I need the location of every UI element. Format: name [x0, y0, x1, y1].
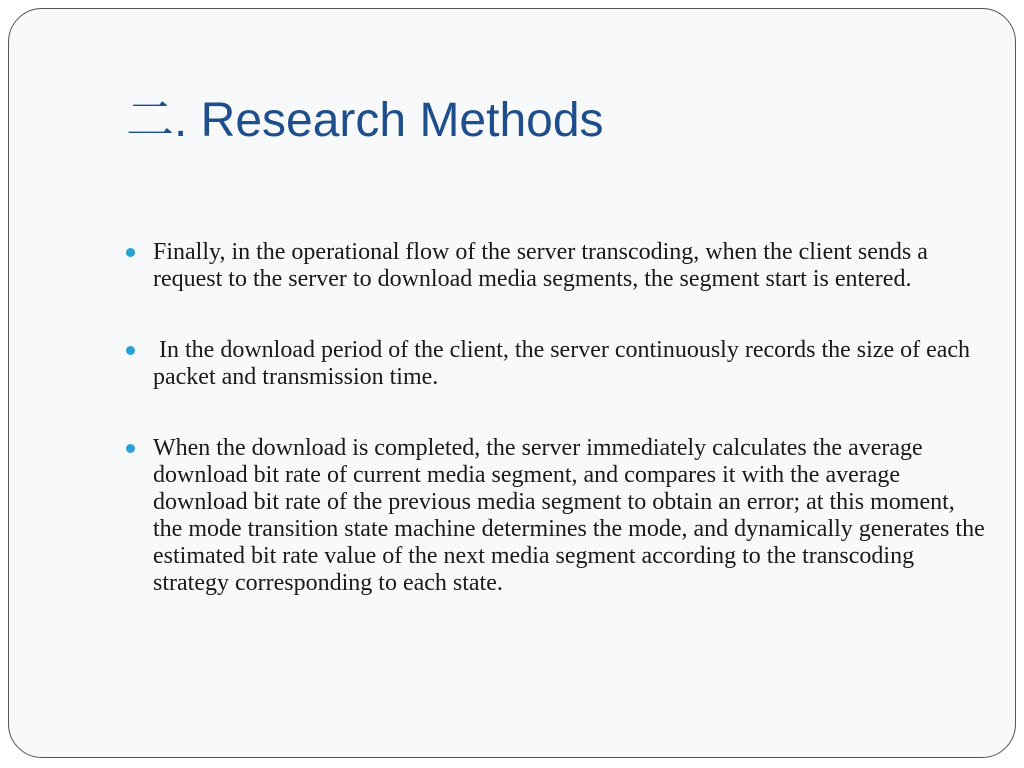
slide-title: 二. Research Methods: [126, 94, 604, 147]
bullet-item: [126, 239, 986, 293]
bullet-text: In the download period of the client, the server continuously records the size of each packet and transmission time.: [153, 337, 977, 390]
bullet-dot-icon: [126, 248, 135, 257]
bullet-text: Finally, in the operational flow of the server transcoding, when the client sends a request to the server to download media segments, the segment start is entered.: [153, 239, 928, 292]
bullet-item: [126, 435, 986, 597]
bullet-list: [126, 239, 986, 641]
bullet-dot-icon: [126, 346, 135, 355]
bullet-text: When the download is completed, the server immediately calculates the average download bit rate of current media segment, and compares it with the average download bit rate of the previous media segment to obtain an error; at this moment, the mode transition state machine determines the mode, and dynamically generates the estimated bit rate value of the next media segment according to the transcoding strategy corresponding to each state.: [153, 435, 985, 596]
bullet-item: [126, 337, 986, 391]
slide-frame: [8, 8, 1016, 758]
bullet-dot-icon: [126, 444, 135, 453]
